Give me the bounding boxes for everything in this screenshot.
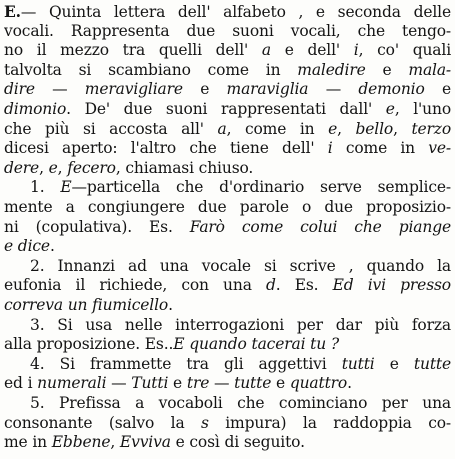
- text-run: e dell': [271, 41, 354, 60]
- italic-text: i: [353, 41, 359, 60]
- italic-text: fecero: [67, 158, 116, 177]
- text-run: . De' due suoni rappresentati dall': [66, 100, 386, 118]
- text-line: [4, 158, 451, 179]
- text-line: [4, 79, 451, 100]
- italic-text: Ed ivi presso: [332, 276, 451, 295]
- italic-text: tutte: [234, 374, 272, 393]
- text-line: [4, 60, 451, 81]
- text-run: —: [209, 374, 235, 393]
- text-run: vocali. Rappresenta due suoni vocali, che tengo-: [4, 21, 451, 40]
- italic-text: e dice: [4, 237, 50, 256]
- italic-text: maraviglia: [226, 80, 309, 99]
- italic-text: tutti: [341, 354, 375, 373]
- italic-text: dere: [4, 158, 40, 177]
- text-run: e: [365, 60, 409, 79]
- text-run: —: [308, 80, 359, 99]
- text-run: —: [106, 374, 132, 393]
- italic-text: e: [328, 119, 338, 138]
- text-run: e: [424, 80, 451, 99]
- text-line: [4, 236, 451, 257]
- text-line: [4, 432, 451, 453]
- text-run: 5. Prefissa a vocaboli che cominciano per una: [30, 394, 451, 412]
- text-run: , co' quali: [358, 41, 451, 60]
- text-line: [4, 1, 451, 22]
- text-run: che più si accosta all': [4, 119, 218, 138]
- text-run: no il mezzo tra quelli dell': [4, 41, 262, 60]
- text-line: [30, 315, 451, 336]
- text-run: 2. Innanzi ad una vocale si scrive , quando la: [30, 256, 451, 275]
- italic-text: dire: [4, 80, 35, 99]
- text-line: [4, 21, 451, 42]
- italic-text: s: [201, 413, 209, 432]
- text-line: [4, 413, 451, 434]
- italic-text: E quando tacerai tu ?: [173, 335, 340, 354]
- italic-text: Ebbene: [51, 433, 111, 452]
- italic-text: a: [217, 119, 227, 138]
- text-line: [4, 334, 451, 355]
- italic-text: Evviva: [119, 433, 171, 452]
- italic-text: a: [261, 41, 271, 60]
- italic-text: meravigliare: [84, 80, 183, 99]
- text-run: e: [271, 374, 290, 393]
- italic-text: tutte: [413, 354, 451, 373]
- text-run: come in: [332, 139, 429, 158]
- text-line: [30, 256, 451, 277]
- text-line: [4, 40, 451, 61]
- italic-text: maledire: [297, 60, 366, 79]
- text-run: 3. Si usa nelle interrogazioni per dar più forza: [30, 315, 451, 334]
- text-line: [4, 217, 451, 238]
- italic-text: e: [48, 158, 58, 177]
- text-run: .: [168, 296, 173, 314]
- text-run: e: [182, 80, 227, 99]
- text-line: [4, 99, 451, 120]
- italic-text: dimonio: [4, 100, 67, 118]
- text-line: [30, 177, 451, 198]
- italic-text: demonio: [358, 80, 425, 99]
- text-run: ,: [337, 119, 356, 138]
- text-line: [4, 275, 451, 296]
- text-run: . Es.: [275, 276, 333, 295]
- italic-text: bello: [355, 119, 394, 138]
- italic-text: Farò come colui che piange: [189, 217, 451, 236]
- italic-text: d: [265, 276, 276, 295]
- text-run: ,: [110, 433, 120, 452]
- text-run: talvolta si scambiano come in: [4, 60, 298, 79]
- text-run: ,: [39, 158, 49, 177]
- text-run: alla proposizione. Es..: [4, 335, 174, 354]
- text-run: eufonia il richiede, con una: [4, 276, 266, 295]
- text-run: consonante (salvo la: [4, 413, 201, 432]
- text-run: .: [49, 237, 55, 256]
- headword: E.: [4, 2, 21, 21]
- text-run: ni (copulativa). Es.: [4, 217, 190, 236]
- text-run: ed i: [4, 374, 38, 393]
- text-run: —particella che d'ordinario serve semplice-: [71, 178, 451, 197]
- text-line: [30, 393, 451, 414]
- italic-text: e: [385, 100, 395, 118]
- italic-text: i: [327, 139, 333, 158]
- text-run: mente a congiungere due parole o due proposizio-: [4, 198, 451, 216]
- text-line: [4, 295, 451, 316]
- italic-text: Tutti: [131, 374, 169, 393]
- italic-text: quattro: [289, 374, 348, 393]
- text-run: me in: [4, 433, 52, 452]
- text-run: , come in: [226, 119, 329, 138]
- text-line: [4, 138, 451, 159]
- text-run: e: [374, 354, 414, 373]
- text-run: , l'uno: [394, 100, 451, 118]
- text-run: e così di seguito.: [170, 433, 305, 452]
- text-run: — Quinta lettera dell' alfabeto , e seconda delle: [20, 3, 451, 21]
- text-run: ,: [393, 119, 412, 138]
- italic-text: E: [60, 178, 72, 197]
- text-run: 1.: [30, 178, 61, 197]
- italic-text: terzo: [411, 119, 451, 138]
- italic-text: ve-: [428, 139, 451, 158]
- italic-text: numerali: [37, 374, 107, 393]
- text-run: dicesi aperto: l'altro che tiene dell': [4, 139, 328, 158]
- italic-text: mala-: [408, 60, 451, 79]
- text-line: [4, 373, 451, 394]
- text-run: 4. Si frammette tra gli aggettivi: [30, 354, 342, 373]
- text-run: ,: [57, 158, 68, 177]
- text-run: , chiamasi chiuso.: [115, 158, 254, 177]
- text-line: [30, 354, 451, 375]
- italic-text: correva un fiumicello: [4, 296, 169, 314]
- text-run: —: [34, 80, 85, 99]
- text-line: [4, 119, 451, 140]
- text-line: [4, 197, 451, 218]
- text-run: impura) la raddoppia co-: [208, 413, 451, 432]
- text-run: e: [168, 374, 187, 393]
- text-run: .: [347, 374, 352, 393]
- italic-text: tre: [186, 374, 210, 393]
